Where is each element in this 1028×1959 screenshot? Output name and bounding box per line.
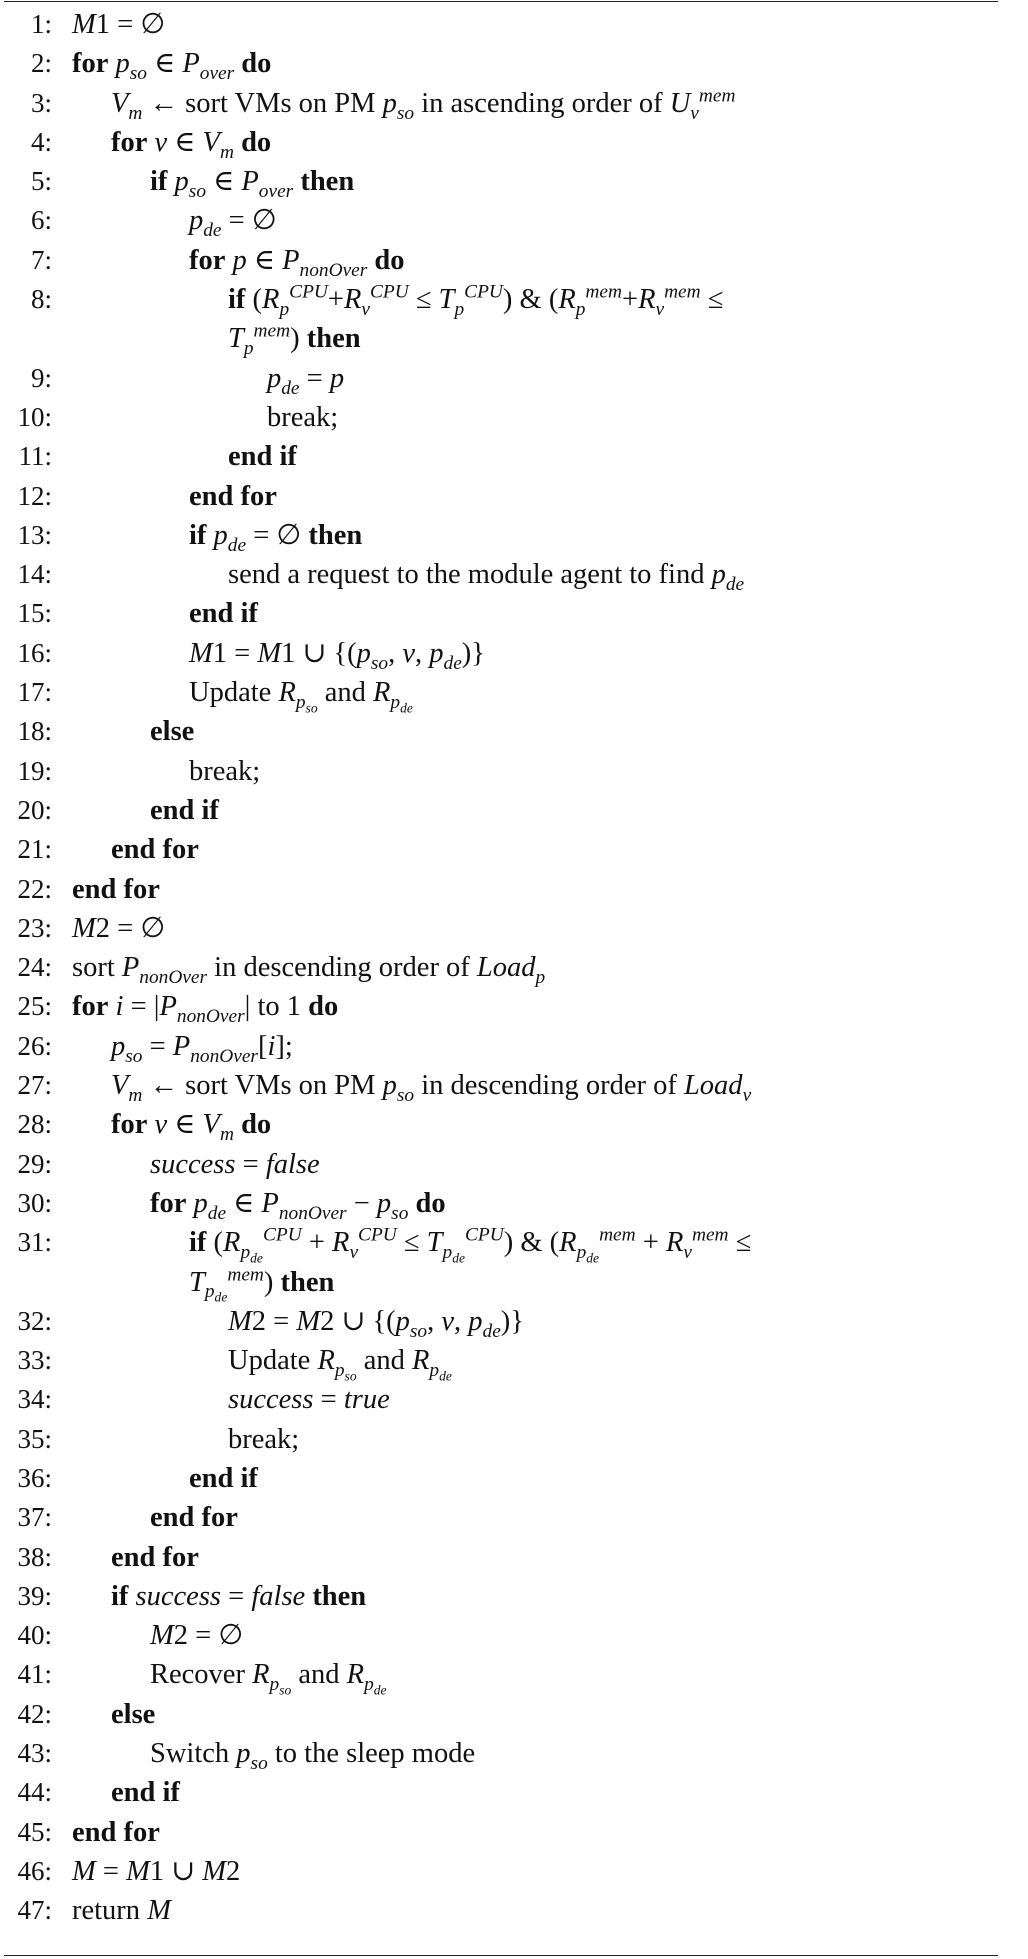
line-content: for $p_{de}$ ∈ $P_{nonOver} - p_{so}$ do	[150, 1187, 446, 1224]
line-number: 13:	[17, 519, 52, 550]
algorithm-line	[0, 870, 1028, 909]
line-content: if success = false then	[111, 1580, 367, 1612]
line-content: end for	[111, 1541, 199, 1573]
algorithm-line	[0, 398, 1028, 437]
line-content: return M	[72, 1895, 171, 1927]
line-content: end if	[189, 598, 258, 630]
algorithm-line	[0, 1223, 1028, 1306]
algorithm-line	[0, 1655, 1028, 1698]
algorithm-line	[0, 516, 1028, 555]
line-number: 42:	[17, 1698, 52, 1729]
line-number: 27:	[17, 1070, 52, 1101]
line-number: 28:	[17, 1109, 52, 1140]
line-content: end for	[72, 1816, 160, 1848]
algorithm-line	[0, 987, 1028, 1026]
algorithm-line	[0, 1695, 1028, 1734]
line-number: 20:	[17, 794, 52, 825]
line-number: 22:	[17, 873, 52, 904]
line-number: 23:	[17, 912, 52, 943]
algorithm-line	[0, 1420, 1028, 1459]
algorithm-line	[0, 634, 1028, 673]
algorithm-line	[0, 162, 1028, 201]
line-content: end for	[150, 1502, 238, 1534]
line-content: Switch $p_{so}$ to the sleep mode	[150, 1738, 476, 1774]
line-content: for $p_{so}$ ∈ $P_{over}$ do	[72, 48, 272, 85]
line-number: 17:	[17, 677, 52, 708]
line-number: 26:	[17, 1030, 52, 1061]
algorithm-line	[0, 673, 1028, 716]
line-number: 29:	[17, 1148, 52, 1179]
line-content: M2 = M2 ∪ {($p_{so}$, v, $p_{de}$)}	[228, 1305, 524, 1342]
line-content: end if	[150, 794, 219, 826]
line-number: 38:	[17, 1541, 52, 1572]
line-content: $p_{de} = p$	[267, 362, 345, 399]
line-content: Recover $R_{p_{so}}$ and $R_{p_{de}}$	[150, 1659, 387, 1698]
line-number: 5:	[30, 166, 52, 197]
algorithm-line	[0, 791, 1028, 830]
line-number: 36:	[17, 1462, 52, 1493]
line-number: 31:	[17, 1227, 52, 1258]
line-number: 8:	[30, 284, 52, 315]
line-number: 46:	[17, 1855, 52, 1886]
algorithm-line	[0, 201, 1028, 240]
line-number: 9:	[30, 362, 52, 393]
algorithm-line	[0, 830, 1028, 869]
line-number: 4:	[30, 126, 52, 157]
line-number: 19:	[17, 755, 52, 786]
line-number: 2:	[30, 48, 52, 79]
line-content: if $(R_{p_{de}}^{CPU} + R_v^{CPU} \le T_{p_{de}}^{CPU})$ & ($R_{p_{de}}^{mem} + R_v^{mem}$ ≤ $T_{p_{de}}^{mem}$) then	[189, 1224, 752, 1306]
algorithm-line	[0, 1302, 1028, 1341]
algorithm-line	[0, 477, 1028, 516]
line-content: end if	[228, 441, 297, 473]
line-number: 18:	[17, 716, 52, 747]
line-content: $p_{de}$ = ∅	[189, 205, 277, 242]
algorithm-line	[0, 1066, 1028, 1105]
line-number: 11:	[18, 441, 52, 472]
algorithm-line	[0, 1341, 1028, 1384]
line-content: if $p_{so}$ ∈ $P_{over}$ then	[150, 166, 355, 202]
algorithm-line	[0, 44, 1028, 83]
line-number: 47:	[17, 1895, 52, 1926]
algorithm-line	[0, 555, 1028, 594]
algorithm-line	[0, 1498, 1028, 1537]
line-content: M2 = ∅	[72, 912, 166, 944]
algorithm-line	[0, 712, 1028, 751]
line-number: 40:	[17, 1620, 52, 1651]
line-number: 16:	[17, 637, 52, 668]
line-content: success = true	[228, 1384, 390, 1416]
line-content: success = false	[150, 1148, 320, 1180]
line-content: else	[111, 1698, 156, 1730]
line-number: 6:	[30, 205, 52, 236]
line-number: 10:	[17, 401, 52, 432]
algorithm-line	[0, 752, 1028, 791]
line-number: 1:	[30, 9, 52, 39]
line-number: 30:	[17, 1187, 52, 1218]
line-content: send a request to the module agent to find $p_{de}$	[228, 559, 745, 595]
line-number: 37:	[17, 1502, 52, 1533]
line-content: end if	[111, 1777, 180, 1809]
algorithm-line	[0, 241, 1028, 280]
line-content: else	[150, 716, 195, 748]
line-number: 7:	[30, 244, 52, 275]
line-number: 15:	[17, 598, 52, 629]
algorithm-line	[0, 1891, 1028, 1930]
algorithm-line	[0, 1616, 1028, 1655]
algorithm-listing	[0, 5, 1028, 1931]
line-number: 21:	[17, 834, 52, 865]
line-content: $V_m$ ← sort VMs on PM $p_{so}$ in descending order of Load$_v$	[111, 1070, 752, 1106]
line-number: 41:	[17, 1659, 52, 1690]
line-content: if $(R_p^{CPU}+R_v^{CPU} \le T_p^{CPU})$ & ($R_p^{mem}+R_v^{mem}$ ≤ $T_p^{mem}$) then	[228, 281, 724, 360]
line-content: M2 = ∅	[150, 1620, 244, 1652]
line-content: for v ∈ $V_m$ do	[111, 1109, 272, 1146]
algorithm-line	[0, 1538, 1028, 1577]
line-number: 35:	[17, 1423, 52, 1454]
algorithm-line	[0, 1145, 1028, 1184]
algorithm-line	[0, 1577, 1028, 1616]
line-content: end if	[189, 1462, 258, 1494]
line-content: Update $R_{p_{so}}$ and $R_{p_{de}}$	[189, 677, 413, 716]
algorithm-line	[0, 1459, 1028, 1498]
line-content: $p_{so} = P_{nonOver}[i]$;	[111, 1030, 293, 1067]
line-number: 39:	[17, 1580, 52, 1611]
line-number: 12:	[17, 480, 52, 511]
algorithm-line	[0, 1027, 1028, 1066]
algorithm-line	[0, 123, 1028, 162]
algorithm-line	[0, 280, 1028, 359]
algorithm-line	[0, 1813, 1028, 1852]
line-content: break;	[189, 755, 261, 787]
line-content: M1 = M1 ∪ {($p_{so}$, v, $p_{de}$)}	[189, 637, 485, 674]
algorithm-line	[0, 1773, 1028, 1812]
line-content: for $i = |P_{nonOver}|$ to 1 do	[72, 991, 339, 1028]
line-number: 44:	[17, 1777, 52, 1808]
line-content: Update $R_{p_{so}}$ and $R_{p_{de}}$	[228, 1345, 452, 1384]
algorithm-line	[0, 1184, 1028, 1223]
line-content: $V_m$ ← sort VMs on PM $p_{so}$ in ascending order of $U_v^{mem}$	[111, 84, 736, 124]
line-number: 45:	[17, 1816, 52, 1847]
algorithm-line	[0, 594, 1028, 633]
algorithm-line	[0, 1734, 1028, 1773]
line-content: for v ∈ $V_m$ do	[111, 126, 272, 163]
line-content: end for	[189, 480, 277, 512]
line-content: break;	[267, 401, 339, 433]
line-number: 34:	[17, 1384, 52, 1415]
algorithm-line	[0, 909, 1028, 948]
algorithm-line	[0, 948, 1028, 987]
bottom-rule	[4, 1955, 998, 1956]
line-number: 3:	[30, 87, 52, 118]
algorithm-line	[0, 437, 1028, 476]
line-number: 14:	[17, 559, 52, 590]
line-content: end for	[111, 834, 199, 866]
line-content: break;	[228, 1423, 300, 1455]
line-content: end for	[72, 873, 160, 905]
top-rule	[4, 1, 998, 2]
line-number: 43:	[17, 1738, 52, 1769]
line-content: sort $P_{nonOver}$ in descending order of Load$_p$	[72, 952, 546, 988]
line-content: if $p_{de}$ = ∅ then	[189, 519, 363, 556]
algorithm-line	[0, 1105, 1028, 1144]
line-content: for p ∈ $P_{nonOver}$ do	[189, 244, 405, 281]
line-content: M1 = ∅	[72, 9, 166, 40]
line-number: 32:	[17, 1305, 52, 1336]
algorithm-line	[0, 1380, 1028, 1419]
line-number: 33:	[17, 1345, 52, 1376]
algorithm-line	[0, 359, 1028, 398]
algorithm-line	[0, 5, 1028, 44]
line-number: 25:	[17, 991, 52, 1022]
algorithm-line	[0, 84, 1028, 123]
algorithm-line	[0, 1852, 1028, 1891]
line-content: M = M1 ∪ M2	[72, 1855, 241, 1887]
line-number: 24:	[17, 952, 52, 983]
